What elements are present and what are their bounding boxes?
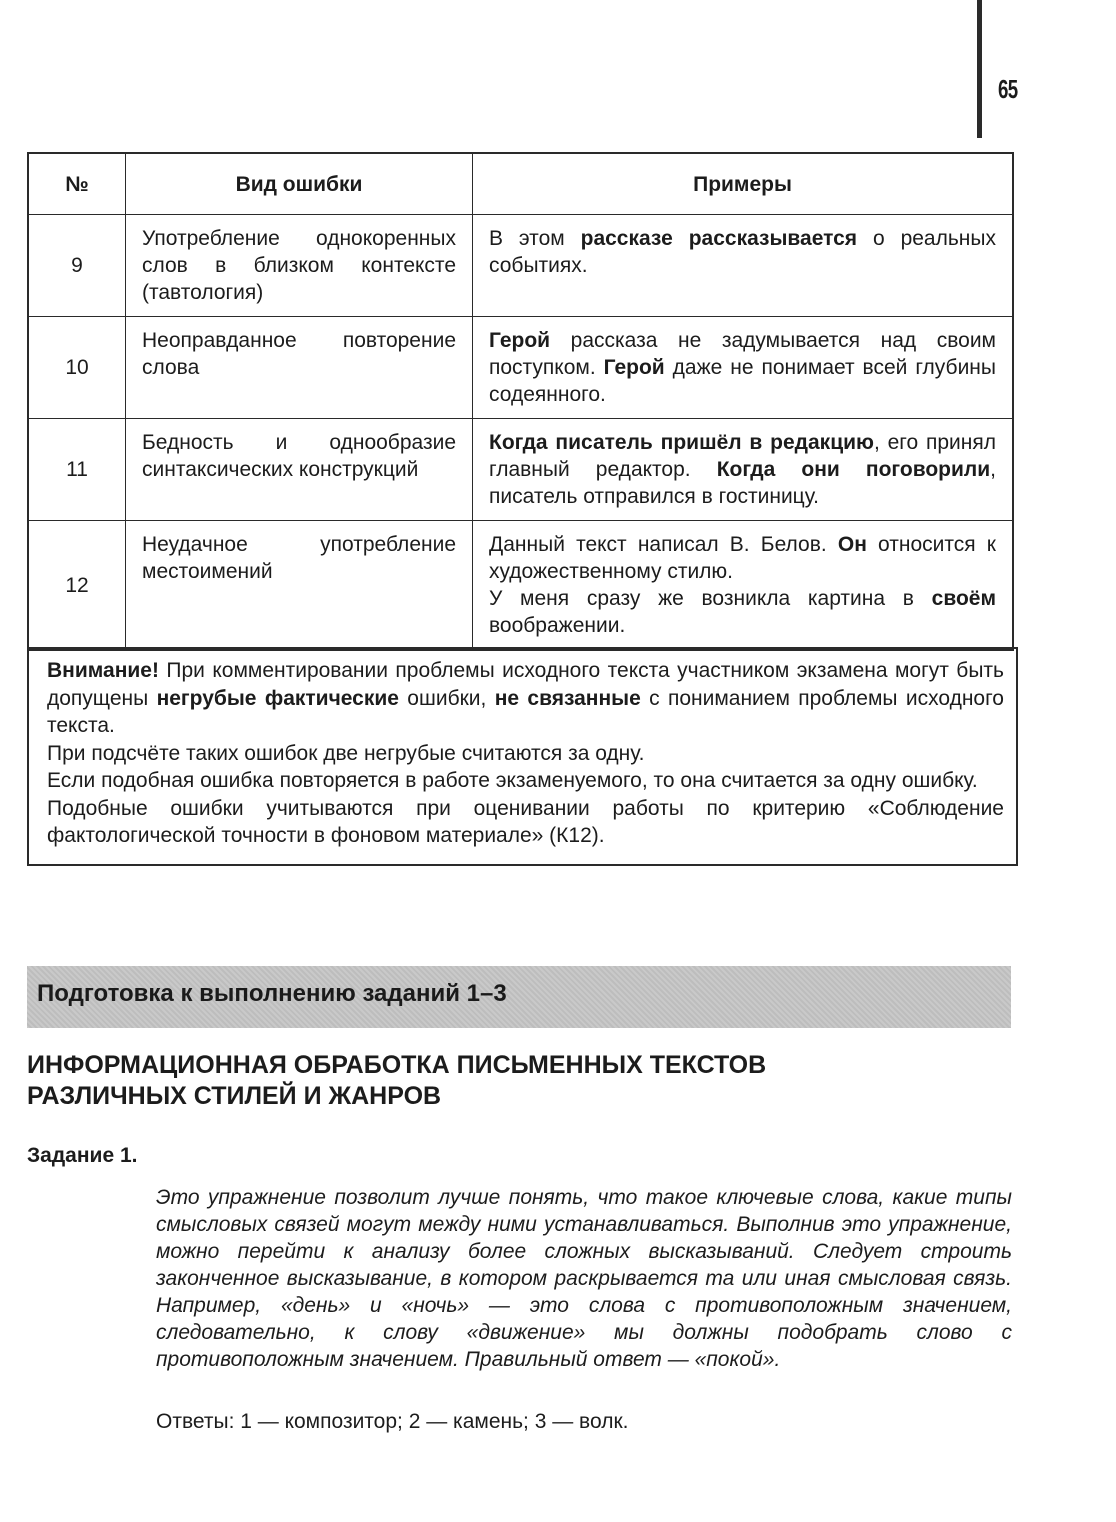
example-text: В этом рассказе рассказывается о реальных событиях.: [489, 227, 996, 277]
error-type: Употребление однокоренных слов в близком контексте (тавтология): [126, 215, 473, 317]
example-cell: [473, 521, 1014, 651]
example-text-2: У меня сразу же возникла картина в своём воображении.: [489, 587, 996, 637]
table-row: [28, 215, 1013, 317]
errors-table: [27, 152, 1014, 651]
example-cell: [473, 317, 1014, 419]
header-number: №: [28, 153, 126, 215]
notice-paragraph-4: Подобные ошибки учитываются при оценивании работы по критерию «Соблюдение фактологической точности в фоновом материале» (К12).: [47, 796, 1004, 847]
page-edge-rule: [977, 0, 982, 138]
row-number: 9: [28, 215, 126, 317]
section-banner: [27, 966, 1011, 1028]
bold-emphasis: Герой: [603, 356, 665, 379]
error-type: Неоправданное повторение слова: [126, 317, 473, 419]
section-title: Подготовка к выполнению заданий 1–3: [37, 980, 507, 1007]
row-number: 10: [28, 317, 126, 419]
notice-paragraph-1: Внимание! При комментировании проблемы исходного текста участником экзамена могут быть допущены негрубые фактические ошибки, не связанные с пониманием проблемы исходного текста.: [47, 659, 1004, 737]
example-cell: [473, 215, 1014, 317]
bold-emphasis: Он: [837, 533, 867, 556]
page-number: 65: [998, 74, 1018, 104]
task-instructions: Это упражнение позволит лучше понять, что такое ключевые слова, какие типы смысловых связей могут между ними устанавливаться. Выполнив это упражнение, можно перейти к анализу более сложных высказываний. Следует строить законченное высказывание, в котором раскрывается та или иная смысловая связь. Например, «день» и «ночь» — это слова с противоположным значением, следовательно, к слову «движение» мы должны подобрать слово с противоположным значением. Правильный ответ — «покой».: [156, 1186, 1012, 1371]
table-row: [28, 419, 1013, 521]
bold-emphasis: рассказе рассказывается: [580, 227, 858, 250]
row-number: 12: [28, 521, 126, 651]
row-number: 11: [28, 419, 126, 521]
example-text: Данный текст написал В. Белов. Он относится к художественному стилю.: [489, 533, 996, 583]
bold-emphasis: не связанные: [494, 686, 641, 710]
example-text: Герой рассказа не задумывается над своим поступком. Герой даже не понимает всей глубины содеянного.: [489, 329, 996, 406]
notice-paragraph-3: Если подобная ошибка повторяется в работе экзаменуемого, то она считается за одну ошибку.: [47, 769, 978, 792]
header-error-type: Вид ошибки: [126, 153, 473, 215]
table-header-row: [28, 153, 1013, 215]
error-type: Бедность и однообразие синтаксических конструкций: [126, 419, 473, 521]
header-examples: Примеры: [473, 153, 1014, 215]
answers-line: Ответы: 1 — композитор; 2 — камень; 3 — волк.: [156, 1410, 629, 1433]
main-heading: [27, 1050, 1027, 1112]
table-row: [28, 521, 1013, 651]
error-type: Неудачное употребление местоимений: [126, 521, 473, 651]
table-row: [28, 317, 1013, 419]
bold-emphasis: своём: [931, 587, 996, 610]
example-text: Когда писатель пришёл в редакцию, его принял главный редактор. Когда они поговорили, писатель отправился в гостиницу.: [489, 431, 996, 508]
main-heading-line-2: РАЗЛИЧНЫХ СТИЛЕЙ И ЖАНРОВ: [27, 1082, 442, 1110]
notice-paragraph-2: При подсчёте таких ошибок две негрубые считаются за одну.: [47, 741, 645, 765]
main-heading-line-1: ИНФОРМАЦИОННАЯ ОБРАБОТКА ПИСЬМЕННЫХ ТЕКСТОВ: [27, 1051, 767, 1079]
bold-emphasis: Когда они поговорили: [716, 458, 991, 481]
attention-notice-box: [27, 647, 1018, 866]
task-label: Задание 1.: [27, 1144, 138, 1167]
bold-emphasis: Когда писатель пришёл в редакцию: [489, 431, 874, 454]
bold-emphasis: Герой: [489, 329, 551, 352]
bold-emphasis: Внимание!: [47, 659, 159, 682]
bold-emphasis: негрубые фактические: [156, 686, 399, 710]
example-cell: [473, 419, 1014, 521]
